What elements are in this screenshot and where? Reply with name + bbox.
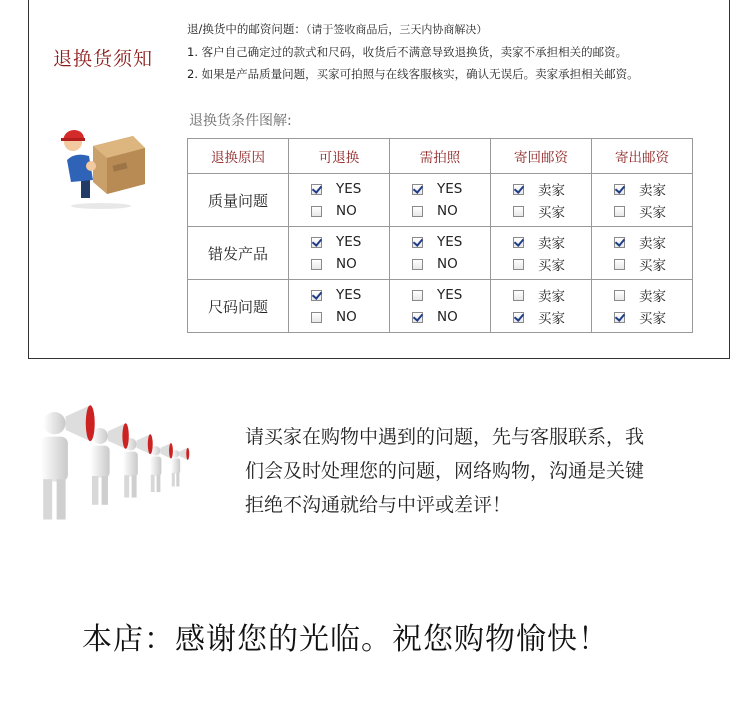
option-label: YES — [437, 234, 463, 250]
table-cell — [592, 227, 693, 280]
unchecked-checkbox[interactable] — [311, 259, 322, 270]
checked-checkbox[interactable] — [513, 237, 524, 248]
return-policy-box — [28, 0, 730, 359]
row-reason: 错发产品 — [188, 227, 289, 280]
option-label: NO — [437, 256, 458, 272]
unchecked-checkbox[interactable] — [412, 259, 423, 270]
option — [290, 178, 388, 200]
option-label: NO — [437, 309, 458, 325]
table-header-cell: 需拍照 — [390, 139, 491, 174]
checked-checkbox[interactable] — [614, 237, 625, 248]
customer-service-message — [245, 420, 644, 522]
option — [593, 231, 691, 253]
option — [391, 231, 489, 253]
table-header-cell: 可退换 — [289, 139, 390, 174]
option — [290, 284, 388, 306]
checked-checkbox[interactable] — [412, 312, 423, 323]
policy-heading: 退/换货中的邮资问题： — [187, 22, 306, 36]
option-label: 卖家 — [538, 183, 565, 199]
option-label: 卖家 — [538, 289, 565, 305]
table-cell — [289, 227, 390, 280]
option — [391, 178, 489, 200]
table-cell — [390, 174, 491, 227]
option-label: YES — [336, 181, 362, 197]
conditions-subheading: 退换货条件图解: — [189, 113, 292, 129]
option-label: NO — [437, 203, 458, 219]
option-label: 卖家 — [639, 183, 666, 199]
unchecked-checkbox[interactable] — [412, 206, 423, 217]
unchecked-checkbox[interactable] — [311, 206, 322, 217]
option-label: 买家 — [538, 311, 565, 327]
policy-line-2: 2. 如果是产品质量问题，买家可拍照与在线客服核实，确认无误后。卖家承担相关邮资。 — [187, 67, 639, 81]
table-body — [188, 174, 693, 333]
unchecked-checkbox[interactable] — [412, 290, 423, 301]
row-reason: 质量问题 — [188, 174, 289, 227]
table-header-row — [188, 139, 693, 174]
option-label: 卖家 — [538, 236, 565, 252]
option-label: 卖家 — [639, 236, 666, 252]
table-header-cell: 寄回邮资 — [491, 139, 592, 174]
option — [391, 306, 489, 328]
option-label: YES — [336, 287, 362, 303]
option — [290, 306, 388, 328]
option-label: NO — [336, 203, 357, 219]
checked-checkbox[interactable] — [412, 237, 423, 248]
message-line-1: 请买家在购物中遇到的问题，先与客服联系，我 — [245, 426, 645, 448]
option-label: NO — [336, 309, 357, 325]
checked-checkbox[interactable] — [311, 184, 322, 195]
option — [492, 231, 590, 253]
unchecked-checkbox[interactable] — [513, 259, 524, 270]
thanks-banner: 本店：感谢您的光临。祝您购物愉快！ — [82, 622, 609, 657]
option — [492, 200, 590, 222]
unchecked-checkbox[interactable] — [311, 312, 322, 323]
table-row — [188, 174, 693, 227]
unchecked-checkbox[interactable] — [614, 259, 625, 270]
option — [391, 200, 489, 222]
option — [492, 284, 590, 306]
policy-text — [187, 18, 639, 85]
megaphone-people-illustration — [18, 400, 218, 550]
policy-side-title: 退换货须知 — [53, 48, 154, 70]
table-cell — [491, 280, 592, 333]
checked-checkbox[interactable] — [614, 312, 625, 323]
table-cell — [390, 280, 491, 333]
table-cell — [592, 174, 693, 227]
option — [593, 178, 691, 200]
unchecked-checkbox[interactable] — [513, 290, 524, 301]
option — [593, 284, 691, 306]
figure-4 — [150, 443, 173, 492]
option — [290, 200, 388, 222]
table-cell — [390, 227, 491, 280]
table-cell — [592, 280, 693, 333]
unchecked-checkbox[interactable] — [614, 206, 625, 217]
table-cell — [491, 227, 592, 280]
checked-checkbox[interactable] — [614, 184, 625, 195]
option — [492, 253, 590, 275]
checked-checkbox[interactable] — [311, 237, 322, 248]
checked-checkbox[interactable] — [513, 184, 524, 195]
table-row — [188, 227, 693, 280]
row-reason: 尺码问题 — [188, 280, 289, 333]
option-label: 买家 — [639, 311, 666, 327]
option — [593, 253, 691, 275]
option — [391, 284, 489, 306]
option — [593, 200, 691, 222]
checked-checkbox[interactable] — [412, 184, 423, 195]
table-header-cell: 寄出邮资 — [592, 139, 693, 174]
option-label: YES — [336, 234, 362, 250]
option-label: 卖家 — [639, 289, 666, 305]
table-header-cell: 退换原因 — [188, 139, 289, 174]
option-label: 买家 — [639, 258, 666, 274]
checked-checkbox[interactable] — [311, 290, 322, 301]
option — [391, 253, 489, 275]
figure-5 — [171, 448, 189, 487]
policy-line-1: 1. 客户自己确定过的款式和尺码，收货后不满意导致退换货，卖家不承担相关的邮资。 — [187, 45, 628, 59]
option — [492, 306, 590, 328]
return-conditions-table — [187, 138, 693, 333]
table-cell — [289, 174, 390, 227]
option — [290, 253, 388, 275]
checked-checkbox[interactable] — [513, 312, 524, 323]
policy-heading-line — [187, 18, 639, 41]
option-label: NO — [336, 256, 357, 272]
option-label: YES — [437, 287, 463, 303]
option-label: 买家 — [538, 258, 565, 274]
courier-with-box-illustration — [53, 118, 149, 210]
message-line-2: 们会及时处理您的问题，网络购物，沟通是关键 — [245, 460, 645, 482]
option — [593, 306, 691, 328]
option — [492, 178, 590, 200]
unchecked-checkbox[interactable] — [614, 290, 625, 301]
table-row — [188, 280, 693, 333]
option-label: YES — [437, 181, 463, 197]
unchecked-checkbox[interactable] — [513, 206, 524, 217]
policy-heading-note: （请于签收商品后，三天内协商解决） — [305, 23, 488, 36]
option — [290, 231, 388, 253]
table-cell — [289, 280, 390, 333]
option-label: 买家 — [538, 205, 565, 221]
message-line-3: 拒绝不沟通就给与中评或差评！ — [245, 494, 512, 516]
table-cell — [491, 174, 592, 227]
option-label: 买家 — [639, 205, 666, 221]
figure-1 — [41, 405, 95, 519]
